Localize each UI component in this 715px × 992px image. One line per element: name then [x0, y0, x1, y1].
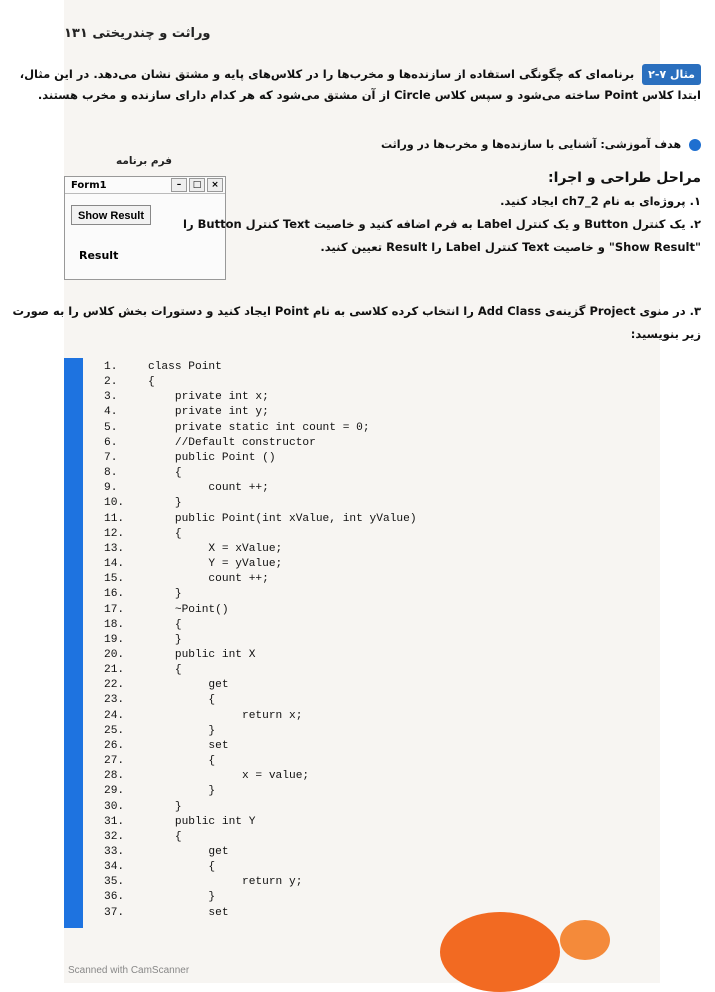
code-line-number: 30.: [104, 800, 125, 813]
code-line-number: 16.: [104, 588, 125, 601]
code-line-text: }: [148, 633, 182, 646]
code-line-text: {: [148, 467, 182, 480]
code-line-number: 26.: [104, 739, 125, 752]
code-line: [104, 633, 417, 648]
code-line: [104, 724, 417, 739]
code-line-text: {: [148, 527, 182, 540]
code-line-text: private int y;: [148, 406, 269, 419]
code-line-number: 27.: [104, 755, 125, 768]
code-line: [104, 618, 417, 633]
code-line: [104, 663, 417, 678]
steps-heading: مراحل طراحی و اجرا:: [547, 170, 701, 186]
code-line-text: {: [148, 755, 216, 768]
code-accent-bar: [64, 358, 83, 928]
code-line-text: //Default constructor: [148, 436, 316, 449]
code-line-number: 23.: [104, 694, 125, 707]
code-line-number: 34.: [104, 861, 125, 874]
form-title: Form1: [71, 179, 107, 191]
code-line-text: {: [148, 376, 155, 389]
code-line: [104, 648, 417, 663]
learning-goal: [30, 138, 701, 151]
goal-icon: [689, 139, 701, 151]
show-result-button[interactable]: Show Result: [71, 205, 151, 225]
code-line: [104, 815, 417, 830]
code-line-text: x = value;: [148, 770, 310, 783]
scanner-watermark: Scanned with CamScanner: [68, 965, 190, 976]
code-line: [104, 800, 417, 815]
code-line-number: 31.: [104, 815, 125, 828]
code-line-number: 12.: [104, 527, 125, 540]
code-line: [104, 542, 417, 557]
code-line: [104, 769, 417, 784]
code-line-text: set: [148, 906, 229, 919]
code-line: [104, 678, 417, 693]
code-line: [104, 693, 417, 708]
maximize-icon[interactable]: □: [189, 178, 205, 192]
code-line-text: return x;: [148, 709, 303, 722]
code-line-text: {: [148, 830, 182, 843]
code-line: [104, 390, 417, 405]
code-line-number: 28.: [104, 770, 125, 783]
code-listing: [104, 360, 417, 921]
code-line-number: 5.: [104, 421, 118, 434]
code-line-number: 2.: [104, 376, 118, 389]
code-line: [104, 557, 417, 572]
code-line-number: 21.: [104, 664, 125, 677]
code-line-number: 35.: [104, 876, 125, 889]
code-line: [104, 360, 417, 375]
code-line-number: 29.: [104, 785, 125, 798]
code-line-number: 22.: [104, 679, 125, 692]
code-line-text: {: [148, 694, 216, 707]
code-line: [104, 830, 417, 845]
code-line: [104, 709, 417, 724]
code-line-number: 7.: [104, 451, 118, 464]
example-intro: [10, 64, 701, 106]
code-line-number: 19.: [104, 633, 125, 646]
code-line-number: 9.: [104, 482, 118, 495]
code-line-text: set: [148, 739, 229, 752]
code-line-number: 24.: [104, 709, 125, 722]
code-line-text: private int x;: [148, 391, 269, 404]
code-line-number: 36.: [104, 891, 125, 904]
code-line-text: {: [148, 664, 182, 677]
code-line-text: }: [148, 497, 182, 510]
code-line-text: count ++;: [148, 573, 269, 586]
page-header: وراثت و چندریختی ۱۳۱: [64, 26, 211, 41]
code-line-text: }: [148, 724, 216, 737]
code-line: [104, 860, 417, 875]
code-line-number: 4.: [104, 406, 118, 419]
code-line-number: 25.: [104, 724, 125, 737]
code-line-number: 20.: [104, 648, 125, 661]
code-line: [104, 496, 417, 511]
code-line: [104, 845, 417, 860]
code-line-text: X = xValue;: [148, 542, 283, 555]
code-line-number: 37.: [104, 906, 125, 919]
step-3: ۳. در منوی Project گزینه‌ی Add Class را انتخاب کرده کلاسی به نام Point ایجاد کنید و دستورات بخش کلاس را به صورت زیر بنویسید:: [12, 304, 701, 341]
example-tag: مثال ۷-۲: [642, 64, 701, 85]
code-line-text: public int X: [148, 648, 256, 661]
code-line-number: 14.: [104, 558, 125, 571]
code-line: [104, 527, 417, 542]
code-line: [104, 421, 417, 436]
code-line: [104, 466, 417, 481]
code-line-text: get: [148, 679, 229, 692]
code-line: [104, 587, 417, 602]
code-line: [104, 754, 417, 769]
code-line-number: 11.: [104, 512, 125, 525]
code-line: [104, 739, 417, 754]
code-line-text: Y = yValue;: [148, 558, 283, 571]
code-line-number: 1.: [104, 361, 118, 373]
code-line-text: return y;: [148, 876, 303, 889]
code-line-number: 18.: [104, 618, 125, 631]
code-line-number: 8.: [104, 467, 118, 480]
code-line-number: 15.: [104, 573, 125, 586]
code-line-number: 10.: [104, 497, 125, 510]
code-line: [104, 603, 417, 618]
code-line: [104, 405, 417, 420]
goal-text: هدف آموزشی: آشنایی با سازنده‌ها و مخرب‌ها در وراثت: [380, 138, 682, 151]
code-line-number: 13.: [104, 542, 125, 555]
result-label: Result: [79, 249, 119, 262]
design-steps: [170, 170, 701, 259]
code-line-number: 33.: [104, 846, 125, 858]
code-line-number: 6.: [104, 436, 118, 449]
code-line-text: public Point(int xValue, int yValue): [148, 512, 417, 525]
code-line-text: ~Point(): [148, 603, 229, 616]
code-line-text: }: [148, 891, 216, 904]
code-line: [104, 436, 417, 451]
code-line-text: }: [148, 785, 216, 798]
code-line: [104, 481, 417, 496]
code-line-text: public Point (): [148, 451, 276, 464]
code-line-text: {: [148, 618, 182, 631]
minimize-icon[interactable]: –: [171, 178, 187, 192]
code-line-text: public int Y: [148, 815, 256, 828]
code-line: [104, 890, 417, 905]
code-line-text: }: [148, 588, 182, 601]
decorative-blob: [440, 912, 560, 992]
code-line: [104, 906, 417, 921]
decorative-blob-small: [560, 920, 610, 960]
step-2: ۲. یک کنترل Button و یک کنترل Label به فرم اضافه کنید و خاصیت Text کنترل Button را "Show Result" و خاصیت Text کنترل Label را Result تعیین کنید.: [183, 217, 701, 254]
code-line-text: get: [148, 846, 229, 858]
code-line: [104, 375, 417, 390]
code-line-text: private static int count = 0;: [148, 421, 370, 434]
code-line-text: }: [148, 800, 182, 813]
code-line-text: class Point: [148, 361, 222, 373]
example-text: برنامه‌ای که چگونگی استفاده از سازنده‌ها و مخرب‌ها را در کلاس‌های پایه و مشتق نشان می‌دهد. در این مثال، ابتدا کلاس Point ساخته می‌شود و سپس کلاس Circle از آن مشتق می‌شود که هر کدام دارای سازنده و مخرب هستند.: [19, 67, 701, 102]
code-line: [104, 875, 417, 890]
code-line-number: 32.: [104, 830, 125, 843]
code-line: [104, 451, 417, 466]
code-line: [104, 572, 417, 587]
step-1: ۱. پروژه‌ای به نام ch7_2 ایجاد کنید.: [500, 194, 701, 208]
code-line-text: {: [148, 861, 216, 874]
code-line: [104, 784, 417, 799]
code-line-number: 3.: [104, 391, 118, 404]
form-caption: فرم برنامه: [116, 155, 172, 167]
code-line-text: count ++;: [148, 482, 269, 495]
code-line: [104, 512, 417, 527]
close-icon[interactable]: ×: [207, 178, 223, 192]
code-line-number: 17.: [104, 603, 125, 616]
